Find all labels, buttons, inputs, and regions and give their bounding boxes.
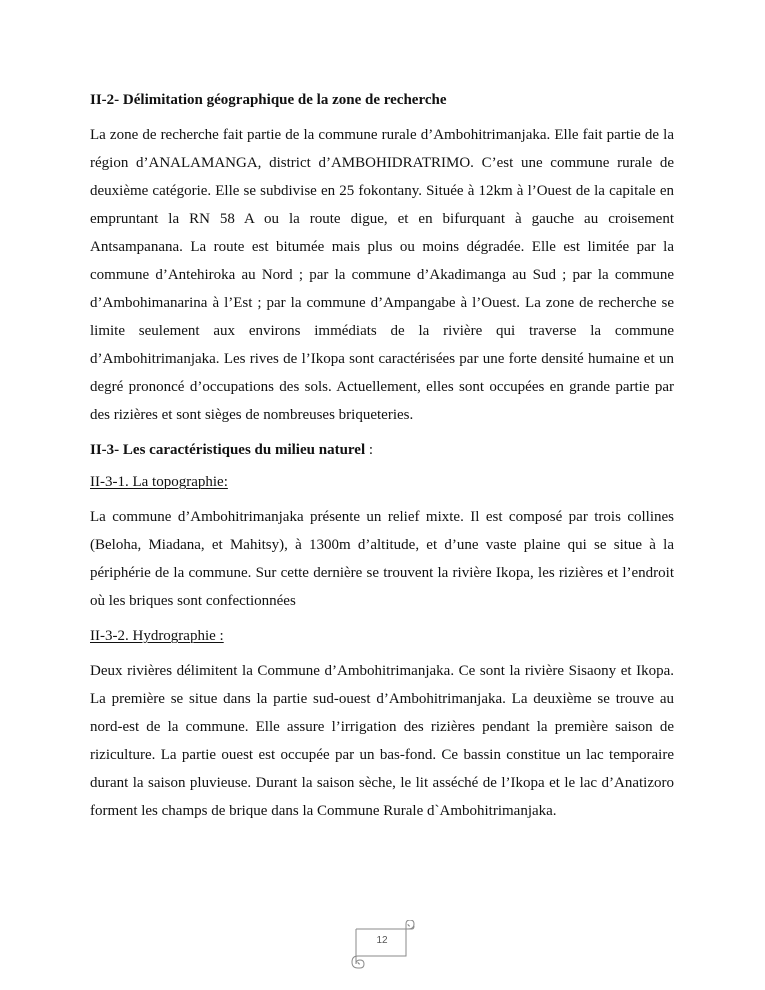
subheading-topography: II-3-1. La topographie: — [90, 474, 228, 490]
paragraph-hydrography: Deux rivières délimitent la Commune d’Ambohitrimanjaka. Ce sont la rivière Sisaony et Ikopa. La première se situe dans la partie sud-ouest d’Ambohitrimanjaka. La deuxième se trouve au nord-est de la commune. Elle assure l’irrigation des rizières pendant la première saison de riziculture. La partie ouest est occupée par un bas-fond. Ce bassin constitue un lac temporaire durant la saison pluvieuse. Durant la saison sèche, le lit asséché de l’Ikopa et le lac d’Anatizoro forment les champs de brique dans la Commune Rurale d`Ambohitrimanjaka. — [90, 663, 674, 819]
page-number-scroll — [346, 920, 418, 970]
section-heading-natural-environment-text: II-3- Les caractéristiques du milieu naturel — [90, 442, 366, 458]
section-heading-natural-environment — [90, 439, 674, 461]
subheading-hydrography: II-3-2. Hydrographie : — [90, 628, 224, 644]
section-heading-delimitation-text: II-2- Délimitation géographique de la zone de recherche — [90, 92, 447, 108]
paragraph-topography: La commune d’Ambohitrimanjaka présente un relief mixte. Il est composé par trois collines (Beloha, Miadana, et Mahitsy), à 1300m d’altitude, et d’une vaste plaine qui se situe à la périphérie de la commune. Sur cette dernière se trouvent la rivière Ikopa, les rizières et l’endroit où les briques sont confectionnées — [90, 509, 674, 609]
section-heading-suffix: : — [365, 442, 374, 458]
paragraph-delimitation: La zone de recherche fait partie de la commune rurale d’Ambohitrimanjaka. Elle fait partie de la région d’ANALAMANGA, district d’AMBOHIDRATRIMO. C’est une commune rurale de deuxième catégorie. Elle se subdivise en 25 fokontany. Située à 12km à l’Ouest de la capitale en empruntant la RN 58 A ou la route digue, et en bifurquant à gauche au croisement Antsampanana. La route est bitumée mais plus ou moins dégradée. Elle est limitée par la commune d’Antehiroka au Nord ; par la commune d’Akadimanga au Sud ; par la commune d’Ambohimanarina à l’Est ; par la commune d’Ampangabe à l’Ouest. La zone de recherche se limite seulement aux environs immédiats de la rivière qui traverse la commune d’Ambohitrimanjaka. Les rives de l’Ikopa sont caractérisées par une forte densité humaine et un degré prononcé d’occupations des sols. Actuellement, elles sont occupées en grande partie par des rizières et sont sièges de nombreuses briqueteries. — [90, 127, 674, 423]
page-number: 12 — [376, 935, 388, 946]
page-content — [90, 89, 674, 835]
section-heading-delimitation — [90, 89, 674, 111]
